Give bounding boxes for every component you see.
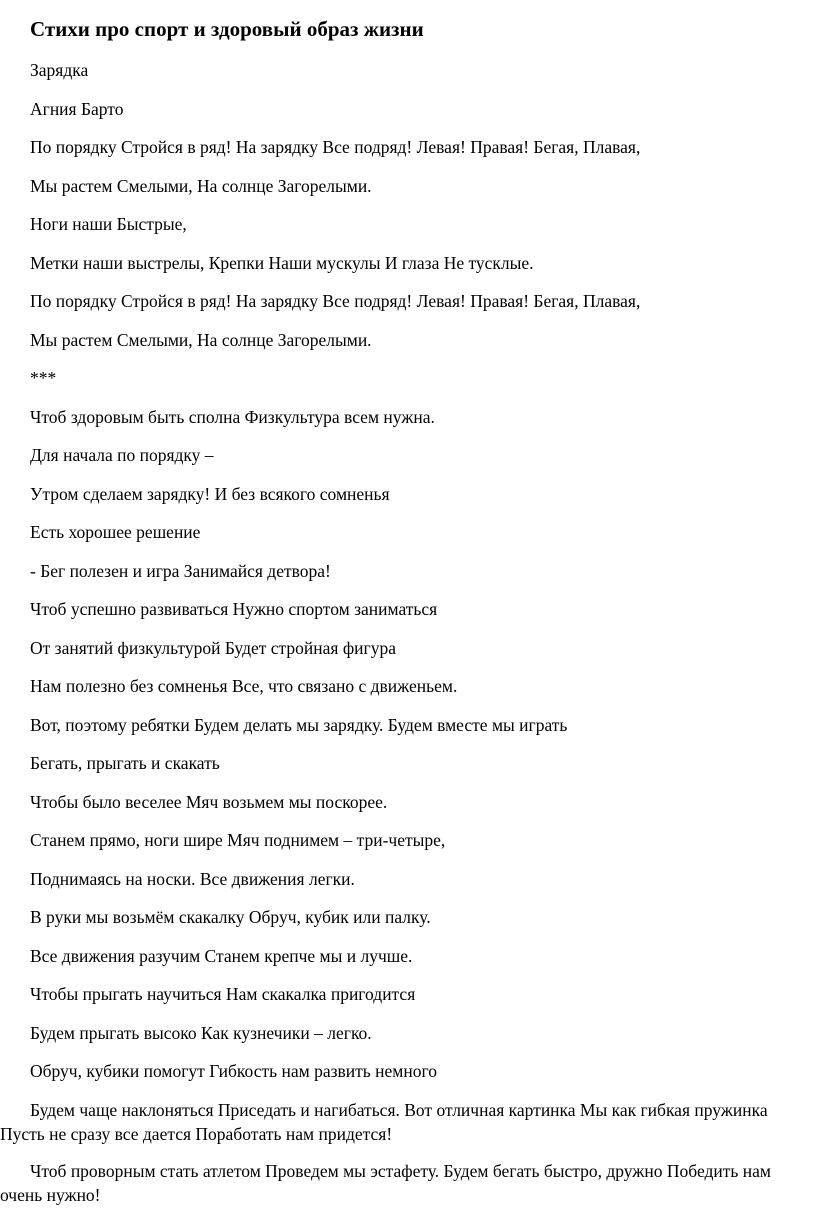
poem-line: Будем прыгать высоко Как кузнечики – легко. xyxy=(30,1023,372,1043)
poem-line: Мы растем Смелыми, На солнце Загорелыми. xyxy=(30,176,372,196)
poem-line: Чтобы было веселее Мяч возьмем мы поскорее. xyxy=(30,792,388,812)
poem-line: Агния Барто xyxy=(30,99,124,119)
poem-line: - Бег полезен и игра Занимайся детвора! xyxy=(30,561,331,581)
poem-line: От занятий физкультурой Будет стройная фигура xyxy=(30,638,396,658)
section-separator: *** xyxy=(30,368,57,388)
poem-line: Станем прямо, ноги шире Мяч поднимем – три-четыре, xyxy=(30,830,446,850)
poem-line: Обруч, кубики помогут Гибкость нам развить немного xyxy=(30,1061,437,1081)
poem-line: По порядку Стройся в ряд! На зарядку Все подряд! Левая! Правая! Бегая, Плавая, xyxy=(30,291,641,311)
poem-line: Ноги наши Быстрые, xyxy=(30,214,187,234)
poem-line: Зарядка xyxy=(30,60,89,80)
poem-line: Утром сделаем зарядку! И без всякого сомненья xyxy=(30,484,390,504)
poem-line: Для начала по порядку – xyxy=(30,445,214,465)
poem-line: Бегать, прыгать и скакать xyxy=(30,753,220,773)
poem-line: Поднимаясь на носки. Все движения легки. xyxy=(30,869,355,889)
poem-paragraph: Будем чаще наклоняться Приседать и нагибаться. Вот отличная картинка Мы как гибкая пружинка Пусть не сразу все дается Поработать нам придется! xyxy=(0,1100,768,1144)
poem-line: Есть хорошее решение xyxy=(30,522,201,542)
poem-line: Мы растем Смелыми, На солнце Загорелыми. xyxy=(30,330,372,350)
poem-line: Все движения разучим Станем крепче мы и лучше. xyxy=(30,946,413,966)
poem-line: Нам полезно без сомненья Все, что связано с движеньем. xyxy=(30,676,458,696)
poem-line: Чтоб успешно развиваться Нужно спортом заниматься xyxy=(30,599,438,619)
poem-line: Чтобы прыгать научиться Нам скакалка пригодится xyxy=(30,984,416,1004)
poem-line: Чтоб здоровым быть сполна Физкультура всем нужна. xyxy=(30,407,435,427)
poem-paragraph: Чтоб проворным стать атлетом Проведем мы эстафету. Будем бегать быстро, дружно Победить нам очень нужно! xyxy=(0,1161,771,1205)
poem-line: Вот, поэтому ребятки Будем делать мы зарядку. Будем вместе мы играть xyxy=(30,715,568,735)
poem-line: В руки мы возьмём скакалку Обруч, кубик или палку. xyxy=(30,907,431,927)
page-title: Стихи про спорт и здоровый образ жизни xyxy=(30,17,424,41)
poem-line: Метки наши выстрелы, Крепки Наши мускулы И глаза Не тусклые. xyxy=(30,253,534,273)
poem-line: По порядку Стройся в ряд! На зарядку Все подряд! Левая! Правая! Бегая, Плавая, xyxy=(30,137,641,157)
